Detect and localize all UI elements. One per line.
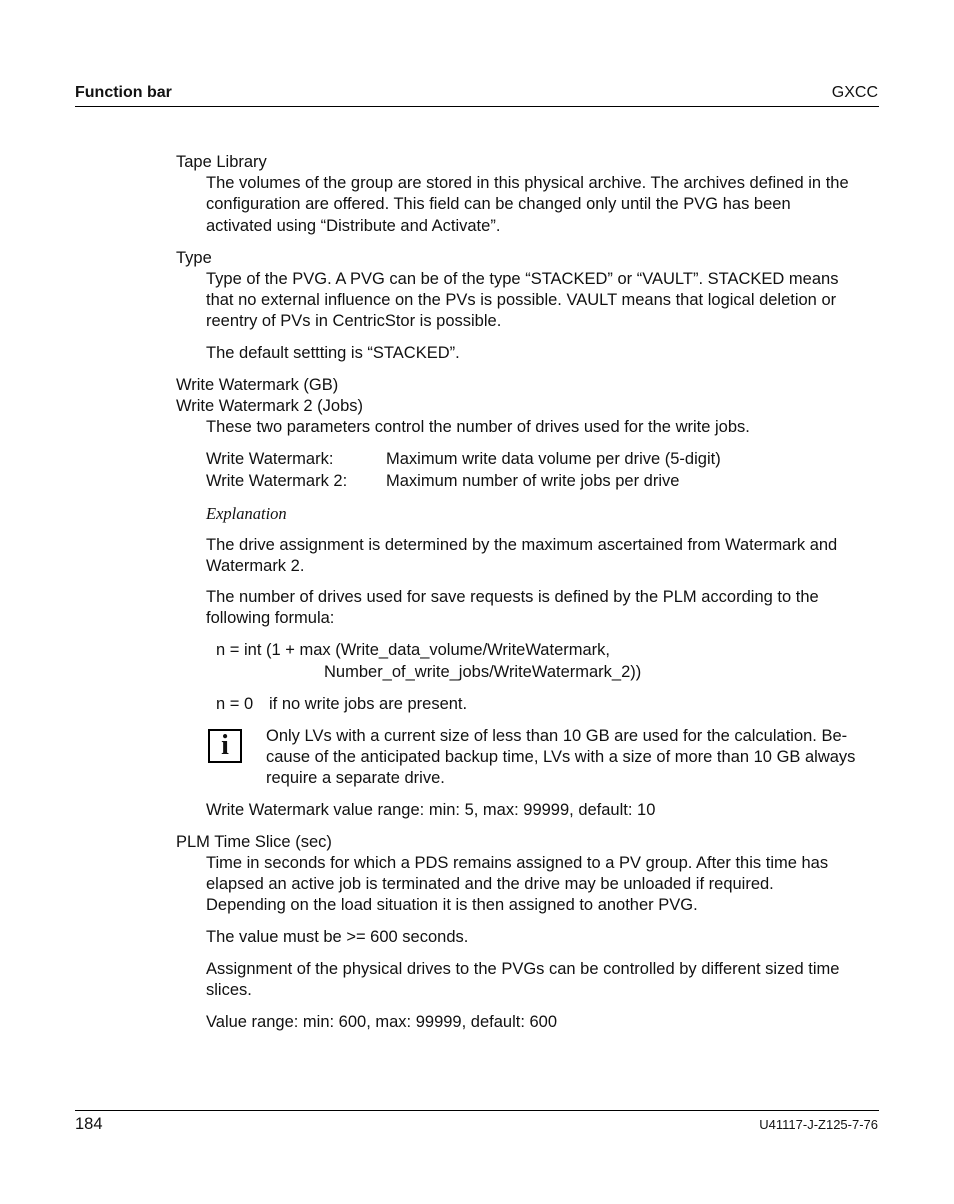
- type-default: The default settting is “STACKED”.: [206, 344, 460, 362]
- term-write-watermark-2: Write Watermark 2 (Jobs): [176, 397, 364, 415]
- watermark-intro: These two parameters control the number of drives used for the write jobs.: [206, 418, 750, 436]
- term-type: Type: [176, 249, 212, 267]
- tape-library-line-3: activated using “Distribute and Activate”.: [206, 217, 501, 235]
- explanation-para1-line-2: Watermark 2.: [206, 557, 305, 575]
- formula-line-1: n = int (1 + max (Write_data_volume/WriteWatermark,: [216, 641, 610, 659]
- explanation-para2-line-2: following formula:: [206, 609, 335, 627]
- explanation-para2-line-1: The number of drives used for save requests is defined by the PLM according to the: [206, 588, 819, 606]
- param-name: Write Watermark:: [206, 450, 334, 468]
- info-icon: i: [208, 729, 242, 763]
- term-write-watermark: Write Watermark (GB): [176, 376, 339, 394]
- plm-line-1: Time in seconds for which a PDS remains assigned to a PV group. After this time has: [206, 854, 829, 872]
- document-id: U41117-J-Z125-7-76: [759, 1117, 878, 1132]
- plm-min-value: The value must be >= 600 seconds.: [206, 928, 469, 946]
- type-line-3: reentry of PVs in CentricStor is possible.: [206, 312, 502, 330]
- note-line-1: Only LVs with a current size of less than 10 GB are used for the calculation. Be-: [266, 727, 848, 745]
- plm-assignment-line-1: Assignment of the physical drives to the PVGs can be controlled by different sized time: [206, 960, 840, 978]
- plm-line-3: Depending on the load situation it is then assigned to another PVG.: [206, 896, 698, 914]
- type-line-1: Type of the PVG. A PVG can be of the type “STACKED” or “VAULT”. STACKED means: [206, 270, 839, 288]
- plm-line-2: elapsed an active job is terminated and the drive may be unloaded if required.: [206, 875, 774, 893]
- explanation-para1-line-1: The drive assignment is determined by the maximum ascertained from Watermark and: [206, 536, 838, 554]
- footer-rule: [75, 1110, 879, 1111]
- tape-library-line-1: The volumes of the group are stored in this physical archive. The archives defined in the: [206, 174, 849, 192]
- zero-case-text: if no write jobs are present.: [269, 695, 468, 713]
- page-number: 184: [75, 1115, 103, 1133]
- plm-assignment-line-2: slices.: [206, 981, 252, 999]
- term-plm-time-slice: PLM Time Slice (sec): [176, 833, 332, 851]
- param-description: Maximum write data volume per drive (5-digit): [386, 450, 721, 468]
- running-header-section: Function bar: [75, 84, 172, 101]
- note-line-2: cause of the anticipated backup time, LVs with a size of more than 10 GB always: [266, 748, 856, 766]
- param-name: Write Watermark 2:: [206, 472, 348, 490]
- explanation-heading: Explanation: [206, 504, 287, 523]
- type-line-2: that no external influence on the PVs is possible. VAULT means that logical deletion or: [206, 291, 837, 309]
- note-line-3: require a separate drive.: [266, 769, 445, 787]
- param-description: Maximum number of write jobs per drive: [386, 472, 680, 490]
- zero-case-n: n = 0: [216, 695, 254, 713]
- running-header-product: GXCC: [831, 84, 878, 101]
- tape-library-line-2: configuration are offered. This field can be changed only until the PVG has been: [206, 195, 791, 213]
- watermark-range: Write Watermark value range: min: 5, max: 99999, default: 10: [206, 801, 656, 819]
- formula-line-2: Number_of_write_jobs/WriteWatermark_2)): [324, 663, 642, 681]
- plm-range: Value range: min: 600, max: 99999, default: 600: [206, 1013, 558, 1031]
- header-rule: [75, 106, 879, 107]
- term-tape-library: Tape Library: [176, 153, 267, 171]
